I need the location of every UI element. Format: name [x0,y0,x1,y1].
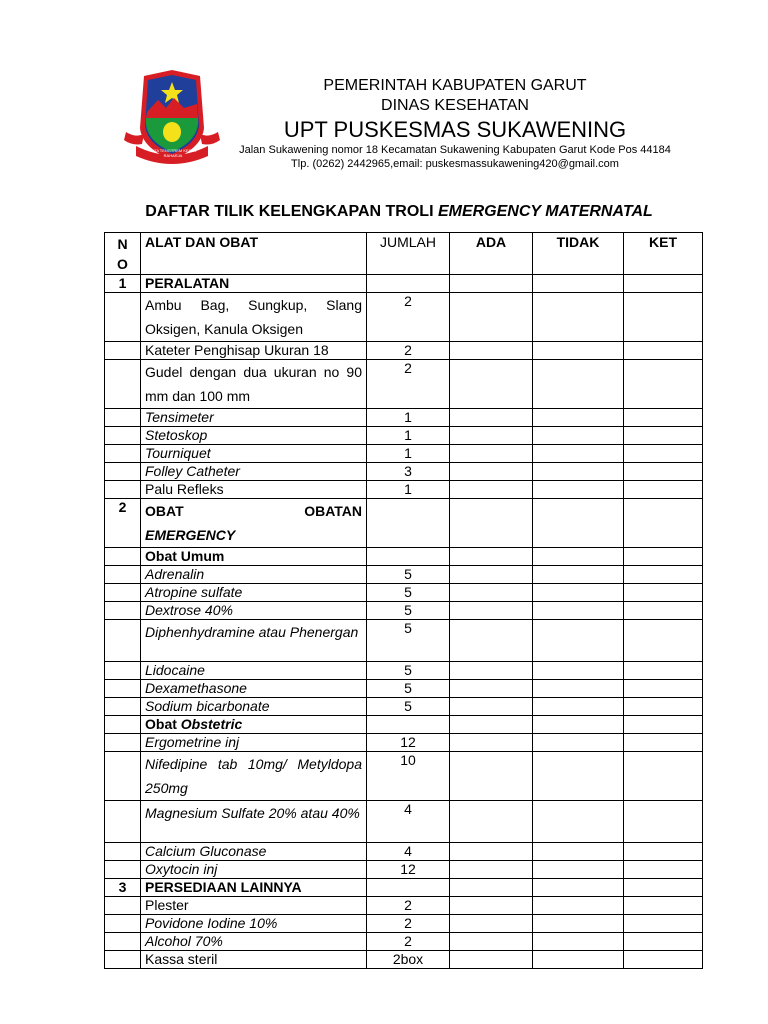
tidak-cell[interactable] [533,843,624,861]
header-ada: ADA [450,233,533,275]
item-qty: 5 [367,662,450,680]
title-emphasis: EMERGENCY MATERNATAL [437,203,653,220]
ada-cell[interactable] [450,752,533,801]
section-title: PERSEDIAAN LAINNYA [141,879,367,897]
ada-cell[interactable] [450,293,533,342]
letterhead [222,76,688,171]
tidak-cell[interactable] [533,951,624,969]
item-name: Povidone Iodine 10% [141,915,367,933]
subsection-title: Obat Obstetric [141,716,367,734]
item-name: Magnesium Sulfate 20% atau 40% [141,801,367,843]
section-number: 1 [105,275,141,293]
tidak-cell[interactable] [533,698,624,716]
table-row [105,734,703,752]
item-name: Dextrose 40% [141,602,367,620]
item-qty: 5 [367,698,450,716]
item-qty: 5 [367,680,450,698]
tidak-cell[interactable] [533,427,624,445]
item-name: Plester [141,897,367,915]
tidak-cell[interactable] [533,752,624,801]
ket-cell[interactable] [624,861,703,879]
table-row [105,897,703,915]
tidak-cell[interactable] [533,602,624,620]
table-row [105,293,703,342]
tidak-cell[interactable] [533,620,624,662]
table-header-row [105,233,703,275]
tidak-cell[interactable] [533,734,624,752]
subsection-row [105,548,703,566]
item-qty: 12 [367,734,450,752]
item-qty: 1 [367,409,450,427]
ada-cell[interactable] [450,409,533,427]
ket-cell[interactable] [624,584,703,602]
item-qty: 5 [367,566,450,584]
ada-cell[interactable] [450,698,533,716]
tidak-cell[interactable] [533,861,624,879]
header-tidak: TIDAK [533,233,624,275]
ada-cell[interactable] [450,734,533,752]
tidak-cell[interactable] [533,801,624,843]
government-name: PEMERINTAH KABUPATEN GARUT [323,77,587,94]
header-ket: KET [624,233,703,275]
ada-cell[interactable] [450,602,533,620]
item-name: Tensimeter [141,409,367,427]
checklist-table [104,232,703,969]
ket-cell[interactable] [624,752,703,801]
ket-cell[interactable] [624,933,703,951]
item-name: Folley Catheter [141,463,367,481]
ket-cell[interactable] [624,897,703,915]
item-name: Ambu Bag, Sungkup, Slang Oksigen, Kanula Oksigen [141,293,367,342]
table-row [105,602,703,620]
ket-cell[interactable] [624,843,703,861]
title-prefix: DAFTAR TILIK KELENGKAPAN TROLI [145,203,438,220]
item-qty: 2 [367,897,450,915]
item-name: Atropine sulfate [141,584,367,602]
ada-cell[interactable] [450,584,533,602]
tidak-cell[interactable] [533,293,624,342]
section-row [105,879,703,897]
item-name: Sodium bicarbonate [141,698,367,716]
tidak-cell[interactable] [533,360,624,409]
table-row [105,481,703,499]
department-name: DINAS KESEHATAN [381,97,529,114]
item-name: Ergometrine inj [141,734,367,752]
table-row [105,861,703,879]
item-qty: 5 [367,620,450,662]
ket-cell[interactable] [624,915,703,933]
ket-cell[interactable] [624,662,703,680]
table-row [105,752,703,801]
table-row [105,360,703,409]
item-qty: 4 [367,801,450,843]
ket-cell[interactable] [624,293,703,342]
item-name: Dexamethasone [141,680,367,698]
address: Jalan Sukawening nomor 18 Kecamatan Sukawening Kabupaten Garut Kode Pos 44184 [239,144,671,156]
ket-cell[interactable] [624,463,703,481]
table-row [105,915,703,933]
item-qty: 2 [367,293,450,342]
table-row [105,427,703,445]
section-number: 3 [105,879,141,897]
ket-cell[interactable] [624,602,703,620]
ket-cell[interactable] [624,409,703,427]
item-qty: 5 [367,584,450,602]
tidak-cell[interactable] [533,662,624,680]
item-name: Gudel dengan dua ukuran no 90 mm dan 100 mm [141,360,367,409]
item-qty: 2 [367,915,450,933]
tidak-cell[interactable] [533,463,624,481]
item-name: Kateter Penghisap Ukuran 18 [141,342,367,360]
table-row [105,951,703,969]
document-title [0,203,768,221]
ket-cell[interactable] [624,481,703,499]
ket-cell[interactable] [624,620,703,662]
ket-cell[interactable] [624,342,703,360]
item-name: Kassa steril [141,951,367,969]
ada-cell[interactable] [450,915,533,933]
subsection-title: Obat Umum [141,548,367,566]
ada-cell[interactable] [450,342,533,360]
item-qty: 2 [367,342,450,360]
tidak-cell[interactable] [533,409,624,427]
tidak-cell[interactable] [533,915,624,933]
logo [122,68,222,170]
section-title: PERALATAN [141,275,367,293]
item-name: Diphenhydramine atau Phenergan [141,620,367,662]
table-row [105,680,703,698]
table-row [105,445,703,463]
ada-cell[interactable] [450,566,533,584]
ada-cell[interactable] [450,951,533,969]
section-title: OBAT OBATAN EMERGENCY [141,499,367,548]
item-name: Lidocaine [141,662,367,680]
ket-cell[interactable] [624,445,703,463]
ada-cell[interactable] [450,463,533,481]
item-name: Nifedipine tab 10mg/ Metyldopa 250mg [141,752,367,801]
item-qty: 10 [367,752,450,801]
ket-cell[interactable] [624,698,703,716]
section-number: 2 [105,499,141,548]
table-row [105,620,703,662]
item-name: Stetoskop [141,427,367,445]
ada-cell[interactable] [450,481,533,499]
item-qty: 2 [367,933,450,951]
ada-cell[interactable] [450,801,533,843]
tidak-cell[interactable] [533,481,624,499]
ada-cell[interactable] [450,897,533,915]
institution-name: UPT PUSKESMAS SUKAWENING [283,117,627,142]
ada-cell[interactable] [450,861,533,879]
item-qty: 1 [367,445,450,463]
item-name: Calcium Gluconase [141,843,367,861]
ket-cell[interactable] [624,566,703,584]
table-row [105,463,703,481]
header-no: N O [105,233,141,275]
table-row [105,698,703,716]
ada-cell[interactable] [450,360,533,409]
table-row [105,409,703,427]
ket-cell[interactable] [624,360,703,409]
contact-info: Tlp. (0262) 2442965,email: puskesmassukawening420@gmail.com [291,158,619,170]
item-qty: 1 [367,481,450,499]
section-row [105,499,703,548]
item-qty: 3 [367,463,450,481]
table-row [105,933,703,951]
ket-cell[interactable] [624,951,703,969]
table-row [105,662,703,680]
ada-cell[interactable] [450,662,533,680]
item-name: Alcohol 70% [141,933,367,951]
ket-cell[interactable] [624,427,703,445]
tidak-cell[interactable] [533,566,624,584]
item-qty: 12 [367,861,450,879]
item-qty: 5 [367,602,450,620]
ada-cell[interactable] [450,445,533,463]
item-qty: 2box [367,951,450,969]
tidak-cell[interactable] [533,342,624,360]
header-item: ALAT DAN OBAT [141,233,367,275]
table-row [105,584,703,602]
item-name: Oxytocin inj [141,861,367,879]
header-quantity: JUMLAH [367,233,450,275]
ket-cell[interactable] [624,801,703,843]
ada-cell[interactable] [450,427,533,445]
ada-cell[interactable] [450,933,533,951]
item-qty: 1 [367,427,450,445]
tidak-cell[interactable] [533,445,624,463]
tidak-cell[interactable] [533,897,624,915]
tidak-cell[interactable] [533,933,624,951]
item-name: Adrenalin [141,566,367,584]
ket-cell[interactable] [624,734,703,752]
item-name: Tourniquet [141,445,367,463]
tidak-cell[interactable] [533,680,624,698]
item-qty: 4 [367,843,450,861]
ada-cell[interactable] [450,620,533,662]
item-qty: 2 [367,360,450,409]
table-row [105,801,703,843]
subsection-row [105,716,703,734]
tidak-cell[interactable] [533,584,624,602]
ket-cell[interactable] [624,680,703,698]
item-name: Palu Refleks [141,481,367,499]
ada-cell[interactable] [450,843,533,861]
ada-cell[interactable] [450,680,533,698]
section-row [105,275,703,293]
table-row [105,342,703,360]
table-row [105,566,703,584]
table-row [105,843,703,861]
logo-motto: TATA TENGTREM KERTA RAHARJA [149,148,197,158]
